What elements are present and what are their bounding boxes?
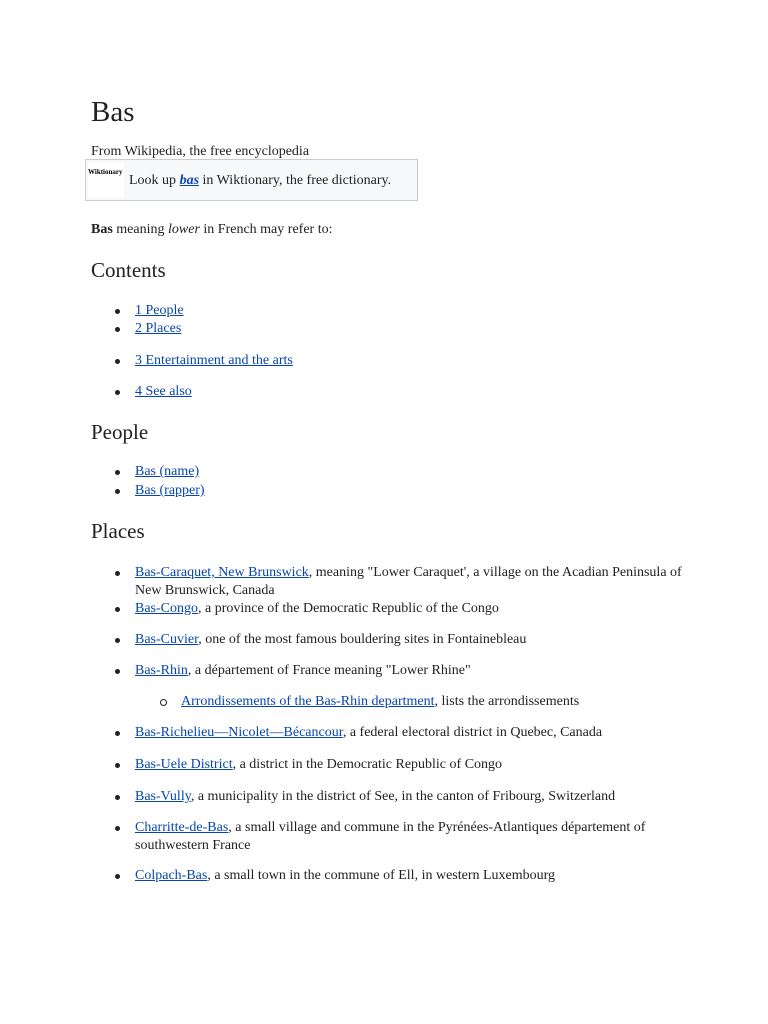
people-heading: People — [91, 420, 149, 444]
contents-heading: Contents — [91, 258, 166, 282]
people-link-bas-name[interactable]: Bas (name) — [135, 464, 200, 479]
place-desc: , a federal electoral district in Quebec, Canada — [342, 725, 603, 740]
intro-text2: in French may refer to: — [199, 222, 333, 237]
place-desc: , a small town in the commune of Ell, in western Luxembourg — [207, 868, 556, 883]
wiktionary-text — [129, 172, 391, 190]
list-item — [135, 463, 695, 481]
place-link[interactable]: Bas-Rhin — [135, 663, 188, 678]
place-link[interactable]: Colpach-Bas — [135, 868, 208, 883]
list-item — [135, 631, 695, 649]
list-item — [135, 724, 695, 742]
contents-item — [135, 320, 695, 338]
list-item — [135, 662, 695, 680]
intro-text1: meaning — [112, 222, 169, 237]
place-link[interactable]: Arrondissements of the Bas-Rhin department — [181, 694, 435, 709]
list-item — [135, 867, 695, 885]
list-item — [135, 482, 695, 500]
contents-link-people[interactable]: 1 People — [135, 303, 184, 318]
places-heading: Places — [91, 519, 145, 543]
list-item — [135, 756, 695, 774]
contents-item — [135, 383, 695, 401]
people-link-bas-rapper[interactable]: Bas (rapper) — [135, 483, 205, 498]
contents-link-places[interactable]: 2 Places — [135, 321, 182, 336]
place-link[interactable]: Bas-Cuvier — [135, 632, 199, 647]
place-link[interactable]: Bas-Caraquet, New Brunswick — [135, 565, 309, 580]
contents-link-entertainment[interactable]: 3 Entertainment and the arts — [135, 353, 293, 368]
place-desc: , lists the arrondissements — [434, 694, 580, 709]
list-item — [135, 564, 695, 600]
intro-bold: Bas — [91, 222, 113, 237]
contents-item — [135, 302, 695, 320]
contents-item — [135, 352, 695, 370]
wiktionary-text-after: in Wiktionary, the free dictionary. — [199, 173, 392, 188]
list-item — [135, 788, 695, 806]
intro-italic: lower — [168, 222, 200, 237]
wiktionary-term-link[interactable]: bas — [179, 173, 200, 188]
place-desc: , meaning "Lower Caraquet', a village on the Acadian Peninsula of New Brunswick, Canada — [135, 565, 682, 598]
place-link[interactable]: Bas-Uele District — [135, 757, 233, 772]
place-link[interactable]: Charritte-de-Bas — [135, 820, 229, 835]
site-tagline: From Wikipedia, the free encyclopedia — [91, 144, 310, 159]
place-desc: , a district in the Democratic Republic of Congo — [232, 757, 503, 772]
wiktionary-text-before: Look up — [129, 173, 180, 188]
place-link[interactable]: Bas-Vully — [135, 789, 191, 804]
place-desc: , a municipality in the district of See, in the canton of Fribourg, Switzerland — [190, 789, 616, 804]
wiktionary-box — [85, 159, 418, 201]
place-link[interactable]: Bas-Congo — [135, 601, 198, 616]
wiktionary-logo-icon — [88, 163, 124, 197]
sub-list-item — [181, 693, 701, 711]
place-desc: , a small village and commune in the Pyrénées-Atlantiques département of southwestern France — [135, 820, 646, 853]
intro-paragraph — [91, 221, 332, 239]
page-title: Bas — [91, 96, 135, 128]
list-item — [135, 819, 695, 855]
list-item — [135, 600, 695, 618]
contents-link-see-also[interactable]: 4 See also — [135, 384, 192, 399]
place-desc: , a province of the Democratic Republic of the Congo — [198, 601, 499, 616]
wiktionary-logo-title: Wiktionary — [88, 167, 123, 176]
place-desc: , a département of France meaning "Lower Rhine" — [187, 663, 471, 678]
place-link[interactable]: Bas-Richelieu—Nicolet—Bécancour — [135, 725, 343, 740]
place-desc: , one of the most famous bouldering sites in Fontainebleau — [198, 632, 527, 647]
